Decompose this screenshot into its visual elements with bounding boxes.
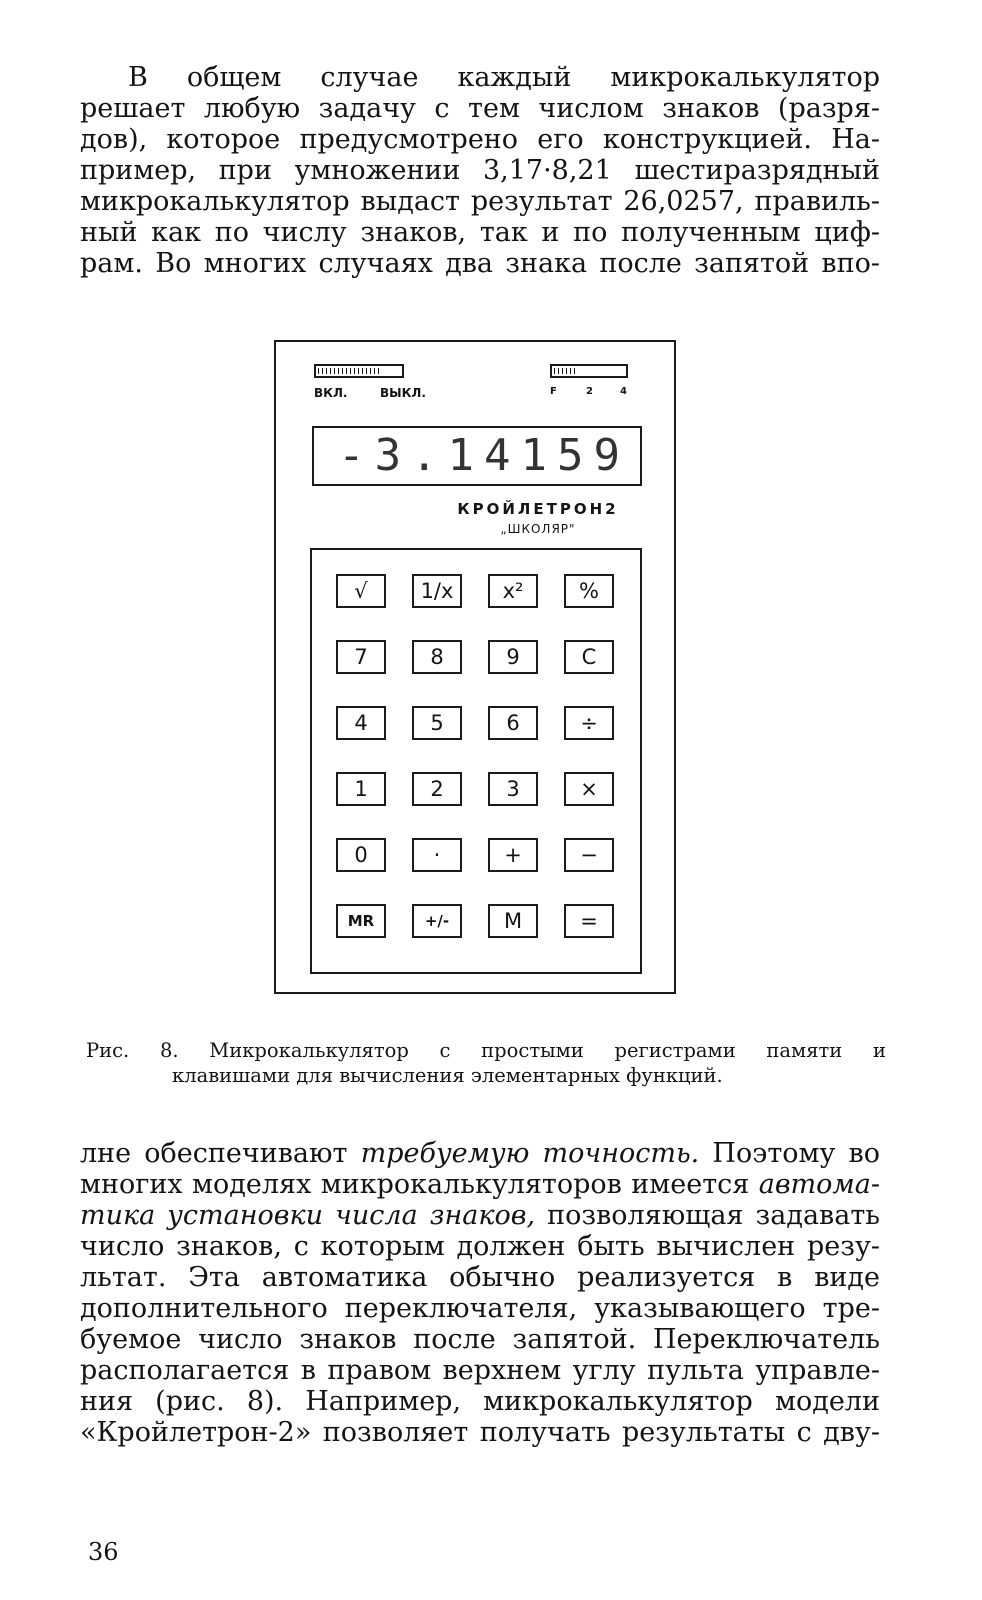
decimal-option-4: 4 bbox=[620, 386, 627, 397]
decimal-option-2: 2 bbox=[586, 386, 593, 397]
italic-term: автома- bbox=[758, 1169, 880, 1200]
key-sqrt[interactable]: √ bbox=[336, 574, 386, 608]
power-on-label: ВКЛ. bbox=[314, 386, 348, 400]
key-decimal-point[interactable]: · bbox=[412, 838, 462, 872]
key-2[interactable]: 2 bbox=[412, 772, 462, 806]
text-line bbox=[80, 1138, 880, 1169]
power-switch[interactable] bbox=[314, 364, 404, 378]
key-plus[interactable]: + bbox=[488, 838, 538, 872]
bottom-paragraph bbox=[80, 1138, 880, 1448]
key-9[interactable]: 9 bbox=[488, 640, 538, 674]
text-run: позволяющая задавать bbox=[535, 1200, 880, 1231]
key-clear[interactable]: C bbox=[564, 640, 614, 674]
text-line: решает любую задачу с тем числом знаков (разря- bbox=[80, 93, 880, 124]
key-equals[interactable]: = bbox=[564, 904, 614, 938]
top-paragraph bbox=[80, 62, 880, 279]
text-line: число знаков, с которым должен быть вычислен резу- bbox=[80, 1231, 880, 1262]
key-6[interactable]: 6 bbox=[488, 706, 538, 740]
key-7[interactable]: 7 bbox=[336, 640, 386, 674]
text-line bbox=[80, 1169, 880, 1200]
key-memory[interactable]: M bbox=[488, 904, 538, 938]
calculator-display bbox=[312, 426, 642, 486]
key-4[interactable]: 4 bbox=[336, 706, 386, 740]
italic-term: тика установки числа знаков, bbox=[80, 1200, 536, 1231]
decimal-option-f: F bbox=[550, 386, 557, 397]
text-line: пример, при умножении 3,17·8,21 шестиразрядный bbox=[80, 155, 880, 186]
key-1[interactable]: 1 bbox=[336, 772, 386, 806]
text-run: многих моделях микрокалькуляторов имеется bbox=[80, 1169, 759, 1200]
figure-caption bbox=[86, 1038, 886, 1088]
text-line: В общем случае каждый микрокалькулятор bbox=[128, 62, 880, 93]
display-value: -3.14159 bbox=[338, 430, 630, 481]
text-run: лне обеспечивают bbox=[80, 1138, 361, 1169]
text-line: дополнительного переключателя, указывающего тре- bbox=[80, 1293, 880, 1324]
key-reciprocal[interactable]: 1/x bbox=[412, 574, 462, 608]
text-line: располагается в правом верхнем углу пульта управле- bbox=[80, 1355, 880, 1386]
page-number: 36 bbox=[88, 1538, 119, 1566]
key-8[interactable]: 8 bbox=[412, 640, 462, 674]
key-divide[interactable]: ÷ bbox=[564, 706, 614, 740]
model-name: „ШКОЛЯР" bbox=[500, 522, 576, 536]
text-line: «Кройлетрон-2» позволяет получать результаты с дву- bbox=[80, 1417, 880, 1448]
calculator-figure bbox=[274, 340, 676, 994]
decimal-switch[interactable] bbox=[550, 364, 628, 378]
key-percent[interactable]: % bbox=[564, 574, 614, 608]
key-sign-change[interactable]: +/- bbox=[412, 904, 462, 938]
key-3[interactable]: 3 bbox=[488, 772, 538, 806]
key-minus[interactable]: − bbox=[564, 838, 614, 872]
caption-label: Рис. 8. bbox=[86, 1039, 179, 1062]
key-multiply[interactable]: × bbox=[564, 772, 614, 806]
caption-line-2: клавишами для вычисления элементарных функций. bbox=[172, 1064, 723, 1087]
text-line: дов), которое предусмотрено его конструкцией. На- bbox=[80, 124, 880, 155]
text-line: микрокалькулятор выдаст результат 26,0257, правиль- bbox=[80, 186, 880, 217]
power-off-label: ВЫКЛ. bbox=[380, 386, 426, 400]
keypad bbox=[310, 548, 642, 974]
key-0[interactable]: 0 bbox=[336, 838, 386, 872]
text-line: рам. Во многих случаях два знака после запятой впо- bbox=[80, 248, 880, 279]
text-run: Поэтому во bbox=[699, 1138, 880, 1169]
caption-line-1: Микрокалькулятор с простыми регистрами памяти и bbox=[209, 1039, 887, 1062]
italic-term: требуемую точность. bbox=[360, 1138, 700, 1169]
brand-name: КРОЙЛЕТРОН2 bbox=[457, 500, 619, 518]
text-line: ния (рис. 8). Например, микрокалькулятор модели bbox=[80, 1386, 880, 1417]
key-5[interactable]: 5 bbox=[412, 706, 462, 740]
key-square[interactable]: x² bbox=[488, 574, 538, 608]
text-line: ный как по числу знаков, так и по полученным циф- bbox=[80, 217, 880, 248]
text-line: буемое число знаков после запятой. Переключатель bbox=[80, 1324, 880, 1355]
text-line bbox=[80, 1200, 880, 1231]
key-memory-recall[interactable]: MR bbox=[336, 904, 386, 938]
text-line: льтат. Эта автоматика обычно реализуется в виде bbox=[80, 1262, 880, 1293]
